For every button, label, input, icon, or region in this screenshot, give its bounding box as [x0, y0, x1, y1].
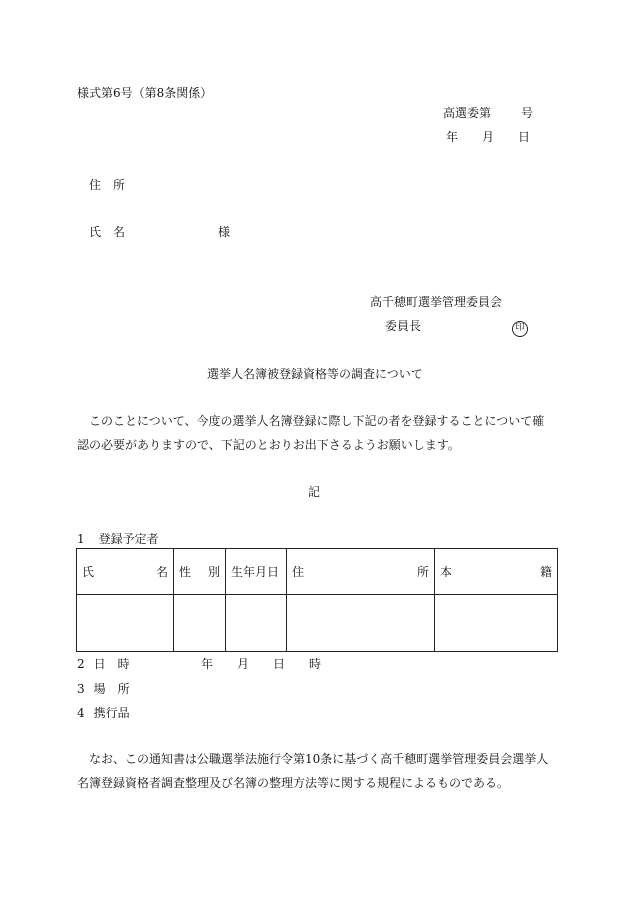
body-paragraph: このことについて、今度の選挙人名簿登録に際し下記の者を登録することについて確認の必要がありますので、下記のとおりお出下さるようお願いします。 [77, 414, 545, 452]
item-2-hour: 時 [309, 657, 322, 671]
cell-birthdate[interactable] [226, 595, 287, 652]
date-line [446, 129, 530, 145]
item-1-num: 1 [77, 532, 85, 546]
registrant-table [76, 548, 558, 652]
ki-heading: 記 [308, 485, 321, 499]
cell-address[interactable] [287, 595, 435, 652]
item-2-datetime [201, 656, 321, 672]
item-4 [77, 705, 130, 721]
item-4-num: 4 [77, 706, 85, 720]
cell-name[interactable] [77, 595, 174, 652]
cell-domicile[interactable] [435, 595, 558, 652]
seal-mark [512, 318, 528, 337]
date-day: 日 [518, 130, 531, 144]
item-4-label: 携行品 [93, 706, 130, 720]
item-1 [77, 531, 159, 547]
sender-title: 委員長 [385, 319, 422, 333]
seal-icon: 印 [512, 321, 528, 337]
address-label: 住 所 [89, 178, 126, 192]
item-1-label: 登録予定者 [98, 532, 159, 546]
subject: 選挙人名簿被登録資格等の調査について [207, 367, 423, 381]
item-2-year: 年 [201, 657, 214, 671]
item-2-num: 2 [77, 657, 85, 671]
doc-number [443, 105, 533, 121]
name-label: 氏 名 [89, 225, 126, 239]
form-id: 様式第6号（第8条関係） [77, 86, 213, 100]
header-name: 氏 名 [77, 549, 174, 595]
header-address: 住 所 [287, 549, 435, 595]
sender-org: 高千穂町選挙管理委員会 [370, 295, 503, 309]
item-2-label: 日 時 [93, 657, 130, 671]
table-header-row [77, 549, 558, 595]
header-birthdate: 生年月日 [226, 549, 287, 595]
item-2-day: 日 [273, 657, 286, 671]
honorific: 様 [218, 225, 231, 239]
item-3-num: 3 [77, 682, 85, 696]
item-3 [77, 681, 130, 697]
header-domicile: 本 籍 [435, 549, 558, 595]
header-gender: 性 別 [174, 549, 226, 595]
item-3-label: 場 所 [93, 682, 130, 696]
date-month: 月 [482, 130, 495, 144]
item-2 [77, 656, 130, 672]
doc-number-suffix: 号 [521, 106, 534, 120]
doc-number-prefix: 高選委第 [443, 106, 492, 120]
cell-gender[interactable] [174, 595, 226, 652]
table-row [77, 595, 558, 652]
closing-paragraph: なお、この通知書は公職選挙法施行令第10条に基づく高千穂町選挙管理委員会選挙人名簿登録資格者調査整理及び名簿の整理方法等に関する規程によるものである。 [77, 752, 549, 790]
item-2-month: 月 [237, 657, 250, 671]
date-year: 年 [446, 130, 459, 144]
